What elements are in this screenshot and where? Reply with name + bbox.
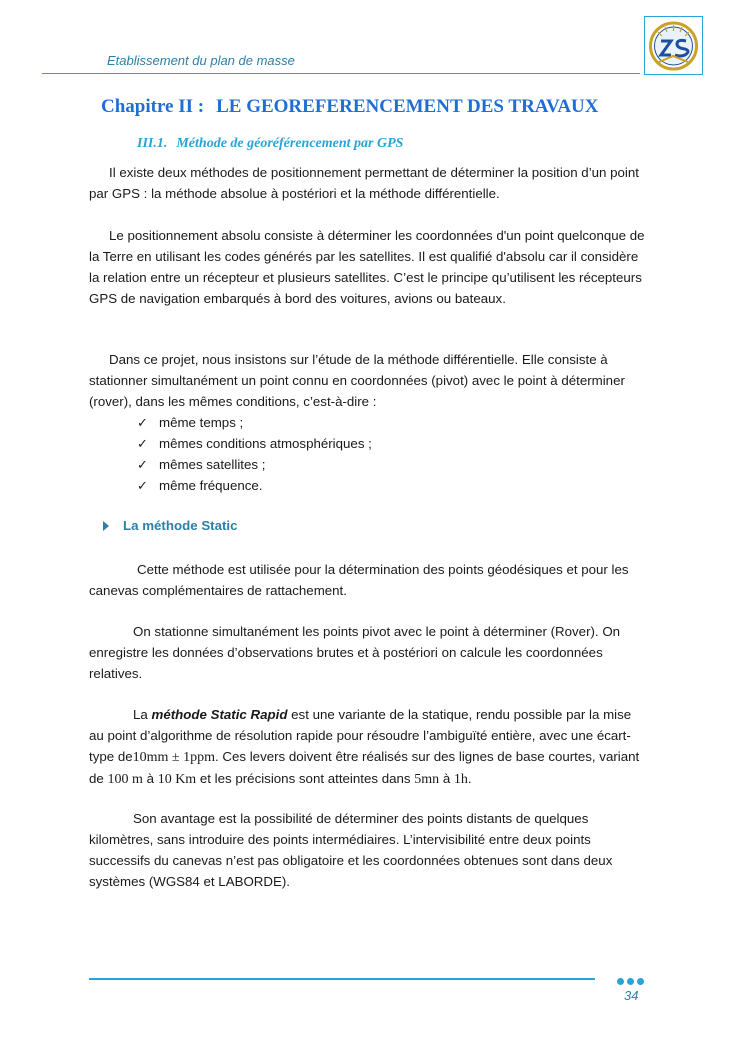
static-method-heading: La méthode Static	[103, 518, 238, 533]
conditions-checklist	[137, 412, 372, 496]
differential-method-paragraph: Dans ce projet, nous insistons sur l’étude de la méthode différentielle. Elle consiste à stationner simultanément un point connu en coordonnées (pivot) avec le point à déterminer (rover), dans les mêmes conditions, c’est-à-dire :	[89, 352, 625, 409]
footer-divider	[89, 978, 595, 980]
list-item: ✓ mêmes conditions atmosphériques ;	[137, 433, 372, 454]
static-paragraph-1: Cette méthode est utilisée pour la détermination des points géodésiques et pour les canevas complémentaires de rattachement.	[89, 562, 629, 598]
absolute-positioning-paragraph: Le positionnement absolu consiste à déterminer les coordonnées d'un point quelconque de la Terre en utilisant les codes générés par les satellites. Il est qualifié d'absolu car il considère la relation entre un récepteur et plusieurs satellites. C’est le principe qu’utilisent les récepteurs GPS de navigation embarqués à bord des voitures, avions ou bateaux.	[89, 228, 645, 306]
chapter-label: Chapitre II :	[101, 96, 205, 117]
section-title: Méthode de géoréférencement par GPS	[176, 136, 404, 151]
list-item: ✓ même temps ;	[137, 412, 372, 433]
static-rapid-paragraph: La méthode Static Rapid est une variante de la statique, rendu possible par la mise au point d’algorithme de résolution rapide pour résoudre l’ambiguïté entière, avec une écart-type de10mm ± 1ppm. Ces levers doivent être réalisés sur des lignes de base courtes, variant de 100 m à 10 Km et les précisions sont atteintes dans 5mn à 1h.	[89, 707, 640, 787]
checkmark-icon: ✓	[137, 415, 148, 430]
header-divider	[42, 73, 640, 74]
institution-logo	[644, 16, 703, 75]
list-item: ✓ même fréquence.	[137, 475, 372, 496]
section-number: III.1.	[137, 136, 168, 151]
checkmark-icon: ✓	[137, 478, 148, 493]
checkmark-icon: ✓	[137, 457, 148, 472]
triangle-bullet-icon	[103, 521, 109, 531]
static-paragraph-2: On stationne simultanément les points pivot avec le point à déterminer (Rover). On enregistre les données d’observations brutes et à postériori on calcule les coordonnées relatives.	[89, 624, 621, 681]
section-heading	[137, 136, 403, 152]
page-number: 34	[624, 988, 639, 1003]
chapter-title: LE GEOREFERENCEMENT DES TRAVAUX	[216, 96, 599, 117]
running-header: Etablissement du plan de masse	[107, 53, 295, 68]
list-item: ✓ mêmes satellites ;	[137, 454, 372, 475]
advantage-paragraph: Son avantage est la possibilité de déterminer des points distants de quelques kilomètres, sans introduire des points intermédiaires. L’intervisibilité entre deux points successifs du canevas n’est pas obligatoire et les coordonnées obtenues sont dans deux systèmes (WGS84 et LABORDE).	[89, 811, 613, 889]
chapter-heading	[101, 96, 599, 118]
static-rapid-term: méthode Static Rapid	[151, 707, 288, 722]
intro-paragraph: Il existe deux méthodes de positionnement permettant de déterminer la position d’un point par GPS : la méthode absolue à postériori et la méthode différentielle.	[89, 165, 639, 201]
accuracy-formula: 10mm ± 1ppm	[132, 750, 215, 765]
checkmark-icon: ✓	[137, 436, 148, 451]
footer-dots-icon	[617, 978, 644, 985]
